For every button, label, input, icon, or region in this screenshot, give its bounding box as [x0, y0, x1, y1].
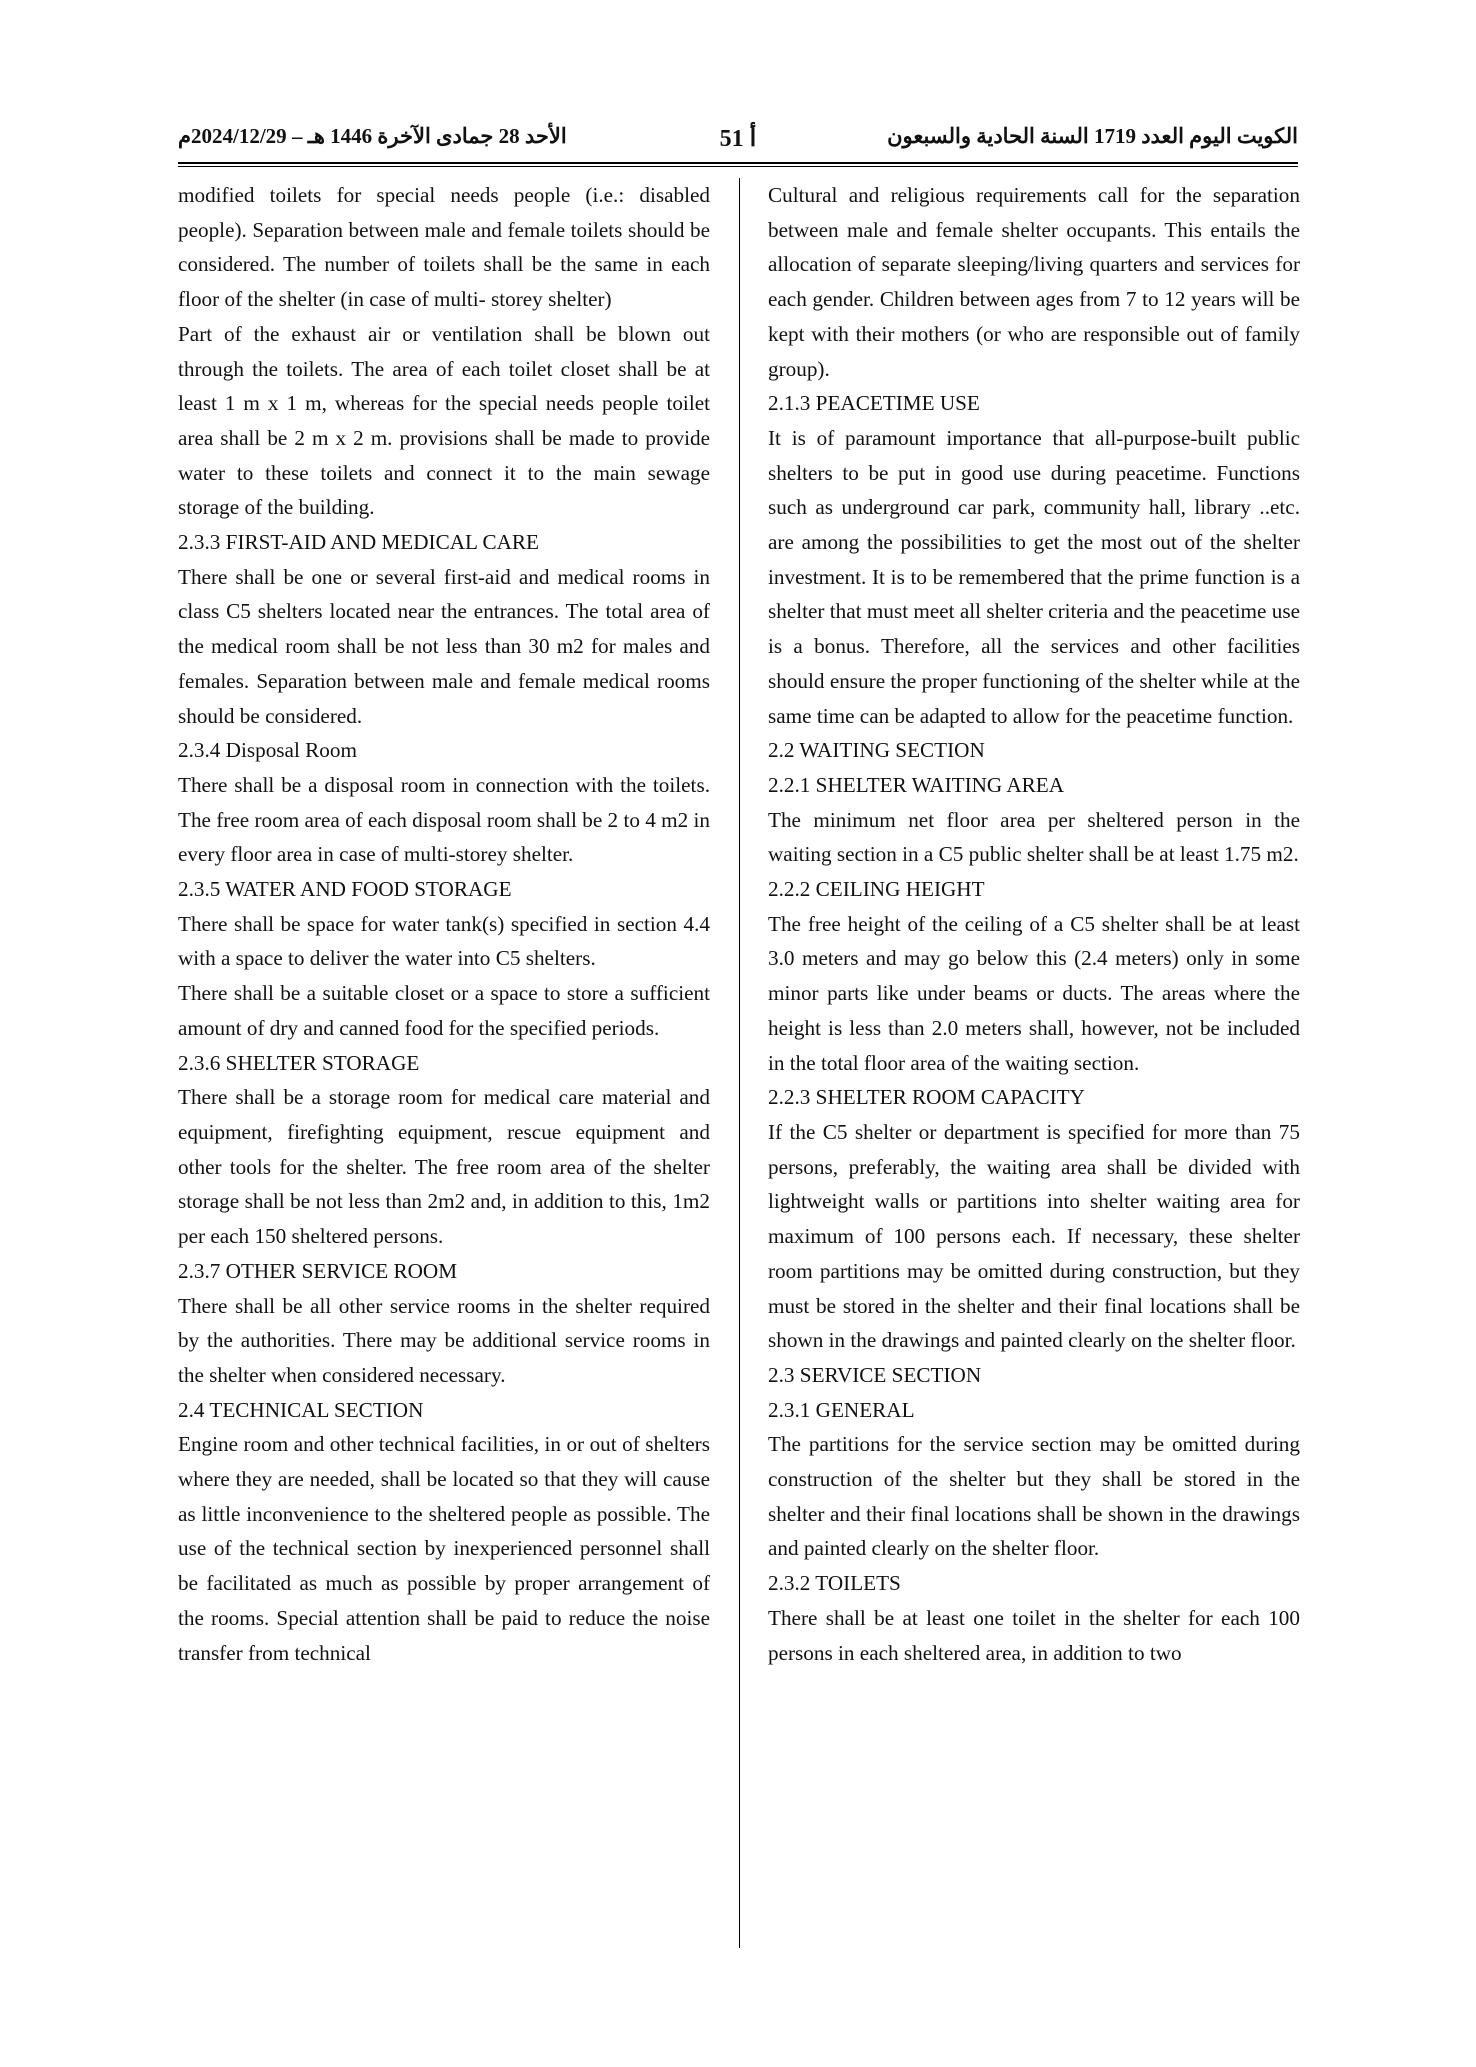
paragraph: The free height of the ceiling of a C5 shelter shall be at least 3.0 meters and may go below this (2.4 meters) only in some minor parts like under beams or ducts. The areas where the height is less than 2.0 meters shall, however, not be included in the total floor area of the waiting section.: [768, 911, 1300, 1075]
column-divider: [739, 178, 740, 1948]
section-heading: 2.3.1 GENERAL: [768, 1397, 915, 1422]
page-number: أ 51: [719, 126, 757, 152]
section-heading: 2.3 SERVICE SECTION: [768, 1362, 982, 1387]
right-column: [768, 178, 1300, 1670]
paragraph: It is of paramount importance that all-purpose-built public shelters to be put in good use during peacetime. Functions such as underground car park, community hall, library ..etc. are among the possibilities to get the most out of the shelter investment. It is to be remembered that the prime function is a shelter that must meet all shelter criteria and the peacetime use is a bonus. Therefore, all the services and other facilities should ensure the proper functioning of the shelter while at the same time can be adapted to allow for the peacetime function.: [768, 425, 1300, 728]
section-heading: 2.3.4 Disposal Room: [178, 738, 357, 763]
section-heading: 2.3.7 OTHER SERVICE ROOM: [178, 1258, 458, 1283]
paragraph: There shall be all other service rooms in the shelter required by the authorities. There may be additional service rooms in the shelter when considered necessary.: [178, 1293, 710, 1387]
paragraph: There shall be a suitable closet or a space to store a sufficient amount of dry and canned food for the specified periods.: [178, 981, 710, 1040]
section-heading: 2.2.2 CEILING HEIGHT: [768, 877, 985, 902]
paragraph: There shall be a disposal room in connection with the toilets. The free room area of each disposal room shall be 2 to 4 m2 in every floor area in case of multi-storey shelter.: [178, 772, 710, 867]
section-heading: 2.2.1 SHELTER WAITING AREA: [768, 772, 1065, 797]
paragraph: If the C5 shelter or department is specified for more than 75 persons, preferably, the waiting area shall be divided with lightweight walls or partitions into shelter waiting area for maximum of 100 persons each. If necessary, these shelter room partitions may be omitted during construction, but they must be stored in the shelter and their final locations shall be shown in the drawings and painted clearly on the shelter floor.: [768, 1119, 1300, 1353]
page-header: [178, 124, 1298, 164]
header-rule-thick: [178, 162, 1298, 164]
section-heading: 2.1.3 PEACETIME USE: [768, 391, 980, 416]
left-column: [178, 178, 710, 1670]
section-heading: 2.3.5 WATER AND FOOD STORAGE: [178, 877, 512, 902]
section-heading: 2.4 TECHNICAL SECTION: [178, 1397, 424, 1422]
section-heading: 2.2 WAITING SECTION: [768, 738, 985, 763]
paragraph: There shall be one or several first-aid and medical rooms in class C5 shelters located near the entrances. The total area of the medical room shall be not less than 30 m2 for males and females. Separation between male and female medical rooms should be considered.: [178, 564, 710, 728]
paragraph: modified toilets for special needs people (i.e.: disabled people). Separation between male and female toilets should be considered. The number of toilets shall be the same in each floor of the shelter (in case of multi- storey shelter): [178, 183, 710, 312]
header-rule-thin: [178, 166, 1298, 167]
paragraph: Engine room and other technical facilities, in or out of shelters where they are needed, shall be located so that they will cause as little inconvenience to the sheltered people as possible. The use of the technical section by inexperienced personnel shall be facilitated as much as possible by proper arrangement of the rooms. Special attention shall be paid to reduce the noise transfer from technical: [178, 1432, 710, 1665]
paragraph: There shall be a storage room for medical care material and equipment, firefighting equipment, rescue equipment and other tools for the shelter. The free room area of the shelter storage shall be not less than 2m2 and, in addition to this, 1m2 per each 150 sheltered persons.: [178, 1085, 710, 1249]
paragraph: Cultural and religious requirements call for the separation between male and female shelter occupants. This entails the allocation of separate sleeping/living quarters and services for each gender. Children between ages from 7 to 12 years will be kept with their mothers (or who are responsible out of family group).: [768, 183, 1300, 381]
gazette-issue-info: الكويت اليوم العدد 1719 السنة الحادية والسبعون: [887, 124, 1298, 148]
paragraph: Part of the exhaust air or ventilation shall be blown out through the toilets. The area of each toilet closet shall be at least 1 m x 1 m, whereas for the special needs people toilet area shall be 2 m x 2 m. provisions shall be made to provide water to these toilets and connect it to the main sewage storage of the building.: [178, 321, 710, 520]
section-heading: 2.3.6 SHELTER STORAGE: [178, 1050, 420, 1075]
publication-date: الأحد 28 جمادى الآخرة 1446 هـ – 2024/12/29م: [178, 124, 567, 148]
section-heading: 2.3.2 TOILETS: [768, 1571, 901, 1596]
paragraph: The partitions for the service section may be omitted during construction of the shelter but they shall be stored in the shelter and their final locations shall be shown in the drawings and painted clearly on the shelter floor.: [768, 1432, 1300, 1561]
section-heading: 2.2.3 SHELTER ROOM CAPACITY: [768, 1085, 1085, 1110]
section-heading: 2.3.3 FIRST-AID AND MEDICAL CARE: [178, 530, 539, 555]
paragraph: There shall be at least one toilet in the shelter for each 100 persons in each sheltered area, in addition to two: [768, 1605, 1300, 1665]
paragraph: There shall be space for water tank(s) specified in section 4.4 with a space to deliver the water into C5 shelters.: [178, 911, 710, 971]
paragraph: The minimum net floor area per sheltered person in the waiting section in a C5 public shelter shall be at least 1.75 m2.: [768, 807, 1300, 867]
